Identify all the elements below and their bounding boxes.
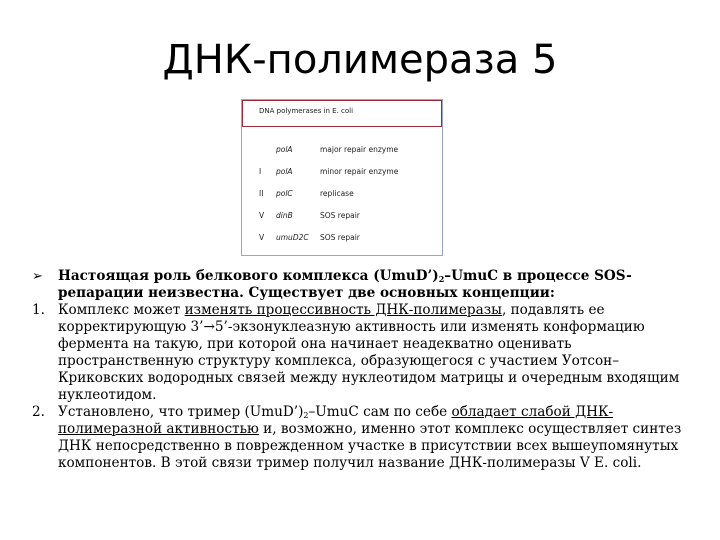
figure-row: polA major repair enzyme [276, 145, 399, 154]
list-item-text: Комплекс может изменять процессивность ДНК-полимеразы, подавлять ее корректирующую 3’→5’-экзонуклеазную активность или изменять конформацию фермента на такую, при которой она начинает неадекватно оценивать пространственную структуру комплекса, образующегося с участием Уотсон–Криковских водородных связей между нуклеотидом матрицы и очередным входящим нуклеотидом. [58, 302, 680, 403]
page-title: ДНК-полимераза 5 [162, 37, 558, 83]
figure-title: DNA polymerases in E. coli [242, 100, 442, 127]
list-item [32, 302, 697, 404]
polymerase-activity-link[interactable]: обладает слабой ДНК-полимеразной активностью [58, 404, 614, 437]
list-item [32, 404, 697, 472]
figure-row: V dinB SOS repair [259, 211, 360, 220]
list-item-text: Установлено, что тример $(UmuD’)_2$–UmuC сам по себе обладает слабой ДНК-полимеразной активностью и, возможно, именно этот комплекс осуществляет синтез ДНК непосредственно в поврежденном участке в присутствии всех вышеупомянутых компонентов. В этой связи тример получил название ДНК-полимеразы V E. coli. [58, 404, 682, 471]
slide-body [32, 268, 697, 472]
list-number: 2. [32, 404, 45, 420]
list-number: 1. [32, 302, 45, 318]
polymerase-table-figure [241, 99, 443, 256]
processivity-link[interactable]: изменять процессивность ДНК-полимеразы [184, 302, 502, 318]
figure-row: V umuD2C SOS repair [259, 233, 360, 242]
arrow-bullet-icon: ➢ [32, 269, 43, 284]
intro-text: Настоящая роль белкового комплекса $(UmuD’)_2$–UmuC в процессе SOS-репарации неизвестна. Существует две основных концепции: [58, 268, 632, 301]
figure-row: I polA minor repair enzyme [259, 167, 399, 176]
figure-row: II polC replicase [259, 189, 354, 198]
intro-bullet [32, 268, 697, 302]
